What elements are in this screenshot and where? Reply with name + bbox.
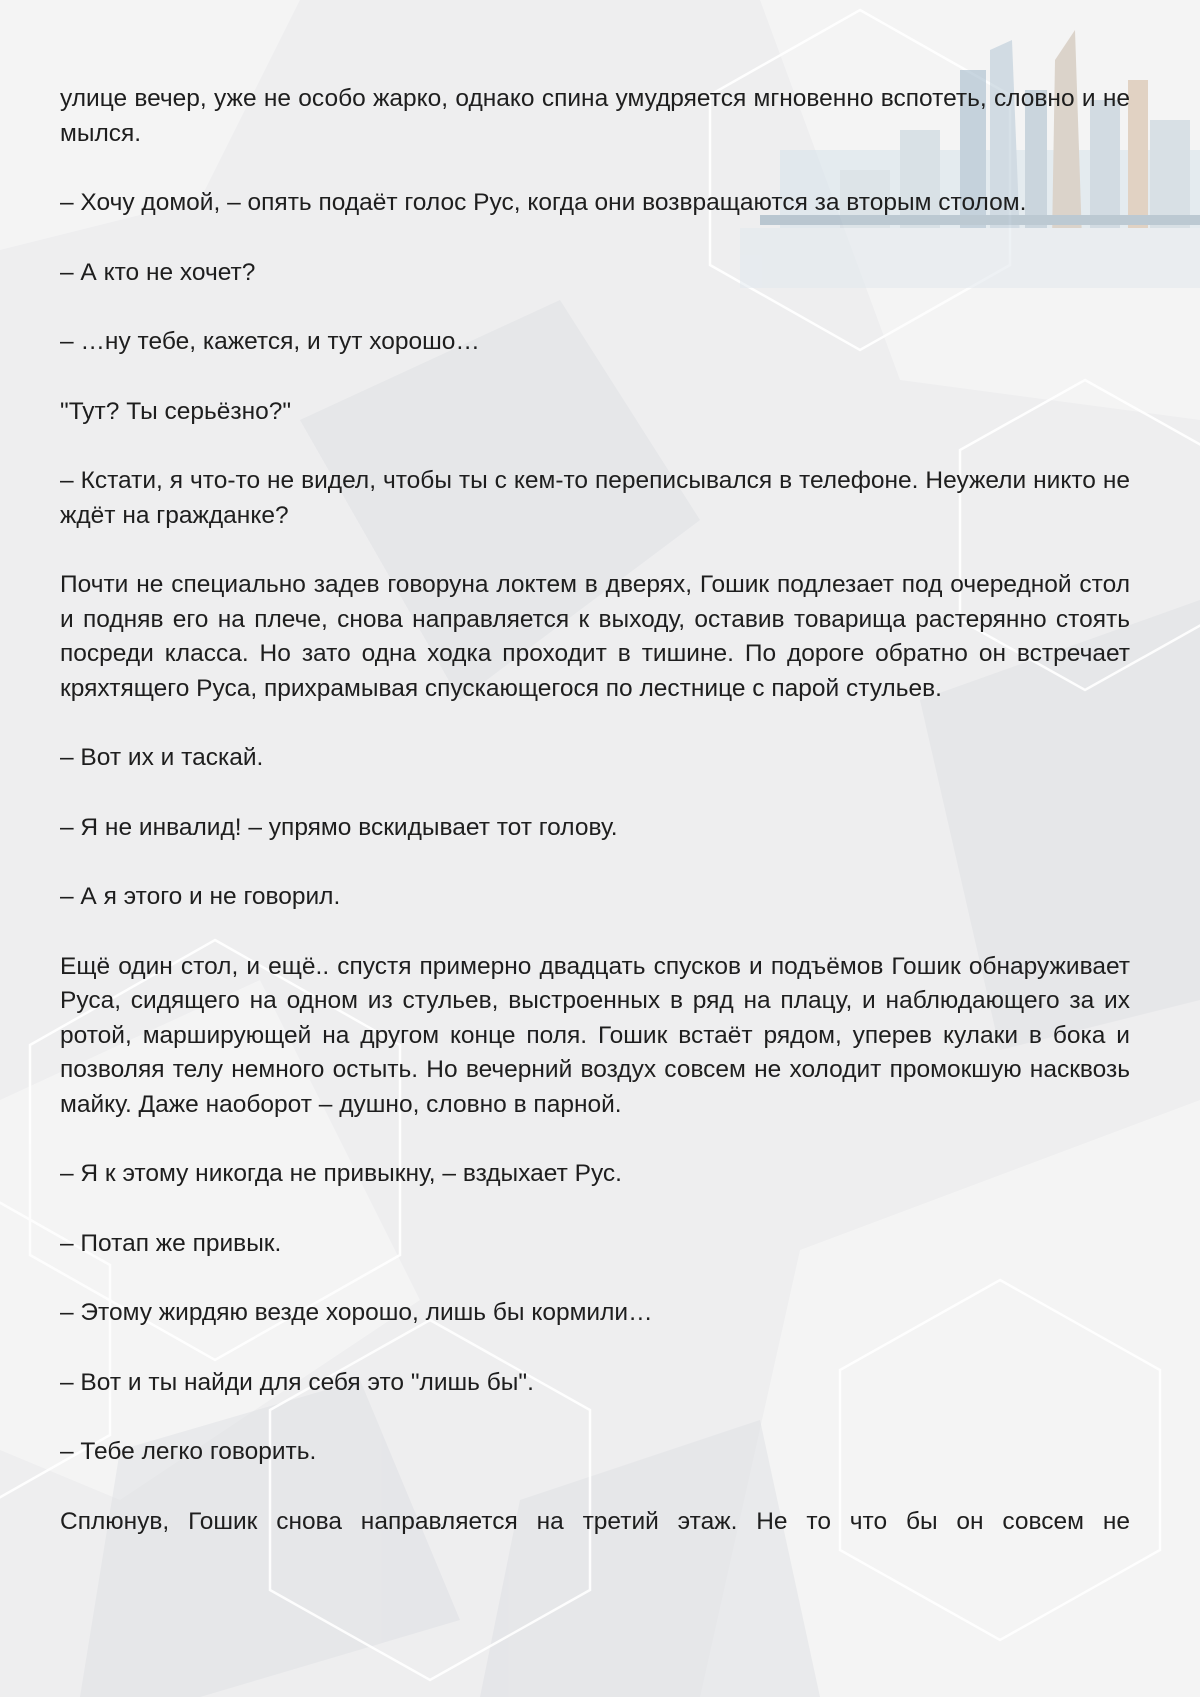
paragraph-8: – Вот их и таскай. [60, 744, 264, 771]
paragraph-4: – …ну тебе, кажется, и тут хорошо… [60, 328, 480, 355]
paragraph-11: Ещё один стол, и ещё.. спустя примерно двадцать спусков и подъёмов Гошик обнаруживает Руса, сидящего на одном из стульев, выстроенных в ряд на плацу, и наблюдающего за их ротой, марширующей на другом конце поля. Гошик встаёт рядом, уперев кулаки в бока и позволяя телу немного остыть. Но вечерний воздух совсем не холодит промокшую насквозь майку. Даже наоборот – душно, словно в парной. [60, 952, 1130, 1118]
paragraph-2: – Хочу домой, – опять подаёт голос Рус, когда они возвращаются за вторым столом. [60, 189, 1027, 216]
paragraph-10: – А я этого и не говорил. [60, 883, 341, 910]
paragraph-17: Сплюнув, Гошик снова направляется на третий этаж. Не то что бы он совсем не [60, 1507, 1130, 1535]
paragraph-16: – Тебе легко говорить. [60, 1438, 317, 1465]
paragraph-15: – Вот и ты найди для себя это "лишь бы". [60, 1368, 534, 1396]
paragraph-1: улице вечер, уже не особо жарко, однако спина умудряется мгновенно вспотеть, словно и не мылся. [60, 85, 1130, 147]
paragraph-13: – Потап же привык. [60, 1229, 282, 1257]
paragraph-9: – Я не инвалид! – упрямо вскидывает тот голову. [60, 813, 618, 841]
paragraph-12: – Я к этому никогда не привыкну, – вздыхает Рус. [60, 1160, 622, 1187]
paragraph-5: "Тут? Ты серьёзно?" [60, 397, 292, 425]
document-body [60, 82, 1130, 1574]
paragraph-7: Почти не специально задев говоруна локтем в дверях, Гошик подлезает под очередной стол и подняв его на плече, снова направляется к выходу, оставив товарища растерянно стоять посреди класса. Но зато одна ходка проходит в тишине. По дороге обратно он встречает кряхтящего Руса, прихрамывая спускающегося по лестнице с парой стульев. [60, 571, 1130, 702]
paragraph-6: – Кстати, я что-то не видел, чтобы ты с кем-то переписывался в телефоне. Неужели никто не ждёт на гражданке? [60, 467, 1130, 529]
paragraph-14: – Этому жирдяю везде хорошо, лишь бы кормили… [60, 1299, 653, 1326]
paragraph-3: – А кто не хочет? [60, 258, 256, 286]
